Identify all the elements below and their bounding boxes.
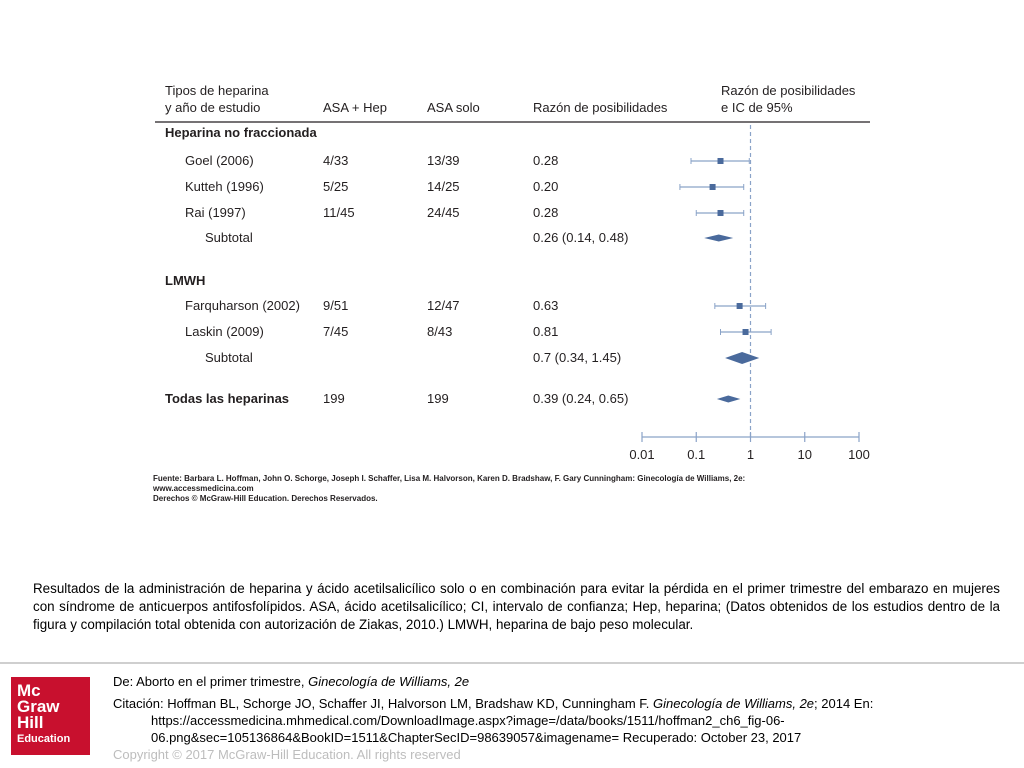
asa-solo-value: 12/47 bbox=[427, 298, 460, 313]
asa-hep-value: 5/25 bbox=[323, 179, 349, 194]
book-title: Ginecología de Williams, 2e bbox=[308, 674, 470, 689]
source-chapter-prefix: De: Aborto en el primer trimestre, bbox=[113, 674, 309, 689]
pooled-diamond bbox=[725, 352, 759, 364]
x-axis-tick-label: 0.1 bbox=[687, 447, 706, 462]
citation-url-continued[interactable]: 06.png&sec=105136864&BookID=1511&ChapterSecID=98639057&imagename= Recuperado: October 23, 2017 bbox=[151, 730, 802, 745]
point-estimate-marker bbox=[743, 329, 749, 335]
subtotal-label: Subtotal bbox=[205, 350, 253, 365]
point-estimate-marker bbox=[718, 158, 724, 164]
x-axis-tick-label: 10 bbox=[797, 447, 812, 462]
logo-text: Graw bbox=[17, 697, 60, 716]
logo-text: Education bbox=[17, 733, 71, 745]
odds-ratio-value: 0.28 bbox=[533, 205, 559, 220]
study-label: Laskin (2009) bbox=[185, 324, 264, 339]
source-chapter bbox=[113, 673, 993, 690]
study-label: Rai (1997) bbox=[185, 205, 246, 220]
header-odds-ratio: Razón de posibilidades bbox=[533, 100, 668, 115]
odds-ratio-value: 0.81 bbox=[533, 324, 559, 339]
citation-book: Ginecología de Williams, 2e bbox=[653, 696, 815, 711]
asa-solo-value: 199 bbox=[427, 391, 449, 406]
source-note-line: Fuente: Barbara L. Hoffman, John O. Schorge, Joseph I. Schaffer, Lisa M. Halvorson, Karen D. Bradshaw, F. Gary Cunningham: Ginecología de Williams, 2e: bbox=[153, 474, 746, 483]
header-asa-hep: ASA + Hep bbox=[323, 100, 387, 115]
citation-dot: . bbox=[645, 696, 650, 711]
asa-hep-value: 9/51 bbox=[323, 298, 349, 313]
header-plot: e IC de 95% bbox=[721, 100, 793, 115]
citation-url[interactable]: https://accessmedicina.mhmedical.com/DownloadImage.aspx?image=/data/books/1511/hoffman2_ch6_fig-06- bbox=[151, 713, 785, 728]
header-asa-solo: ASA solo bbox=[427, 100, 480, 115]
x-axis-tick-label: 100 bbox=[848, 447, 870, 462]
x-axis-tick-label: 0.01 bbox=[629, 447, 655, 462]
odds-ratio-value: 0.7 (0.34, 1.45) bbox=[533, 350, 622, 365]
asa-solo-value: 8/43 bbox=[427, 324, 453, 339]
odds-ratio-value: 0.26 (0.14, 0.48) bbox=[533, 230, 629, 245]
point-estimate-marker bbox=[718, 210, 724, 216]
asa-hep-value: 199 bbox=[323, 391, 345, 406]
x-axis-tick-label: 1 bbox=[746, 447, 755, 462]
point-estimate-marker bbox=[737, 303, 743, 309]
study-label: Goel (2006) bbox=[185, 153, 254, 168]
header-study: Tipos de heparina bbox=[165, 83, 269, 98]
source-note-line: Derechos © McGraw-Hill Education. Derechos Reservados. bbox=[153, 494, 378, 503]
footer-divider bbox=[0, 662, 1024, 664]
copyright-notice: Copyright © 2017 McGraw-Hill Education. All rights reserved bbox=[113, 747, 461, 762]
source-note-line: www.accessmedicina.com bbox=[153, 484, 254, 493]
asa-solo-value: 14/25 bbox=[427, 179, 460, 194]
asa-solo-value: 13/39 bbox=[427, 153, 460, 168]
citation-year: ; 2014 En: bbox=[814, 696, 874, 711]
figure-caption: Resultados de la administración de heparina y ácido acetilsalicílico solo o en combinación para evitar la pérdida en el primer trimestre del embarazo en mujeres con síndrome de anticuerpos antifosfolípidos. ASA, ácido acetilsalicílico; CI, intervalo de confianza; Hep, heparina; (Datos obtenidos de los estudios dentro de la figura y compilación total obtenida con autorización de Ziakas, 2010.) LMWH, heparina de bajo peso molecular. bbox=[33, 581, 1000, 632]
group-label: Heparina no fraccionada bbox=[165, 125, 317, 140]
asa-hep-value: 4/33 bbox=[323, 153, 349, 168]
mcgraw-hill-logo bbox=[11, 677, 90, 755]
odds-ratio-value: 0.20 bbox=[533, 179, 559, 194]
header-study: y año de estudio bbox=[165, 100, 261, 115]
odds-ratio-value: 0.28 bbox=[533, 153, 559, 168]
citation-authors: Citación: Hoffman BL, Schorge JO, Schaffer JI, Halvorson LM, Bradshaw KD, Cunningham F bbox=[113, 696, 646, 711]
source-note bbox=[153, 474, 853, 504]
study-label: Kutteh (1996) bbox=[185, 179, 264, 194]
total-label: Todas las heparinas bbox=[165, 391, 290, 406]
forest-plot-figure bbox=[150, 75, 870, 505]
group-label: LMWH bbox=[165, 273, 206, 288]
odds-ratio-value: 0.39 (0.24, 0.65) bbox=[533, 391, 629, 406]
odds-ratio-value: 0.63 bbox=[533, 298, 559, 313]
subtotal-label: Subtotal bbox=[205, 230, 253, 245]
logo-text: Mc bbox=[17, 681, 41, 700]
header-plot: Razón de posibilidades bbox=[721, 83, 856, 98]
citation bbox=[113, 695, 993, 712]
citation-footer bbox=[113, 673, 993, 763]
study-label: Farquharson (2002) bbox=[185, 298, 300, 313]
pooled-diamond bbox=[717, 396, 740, 403]
asa-solo-value: 24/45 bbox=[427, 205, 460, 220]
forest-plot bbox=[150, 75, 870, 475]
asa-hep-value: 11/45 bbox=[323, 205, 355, 220]
pooled-diamond bbox=[704, 235, 733, 242]
logo-text: Hill bbox=[17, 713, 44, 732]
point-estimate-marker bbox=[710, 184, 716, 190]
asa-hep-value: 7/45 bbox=[323, 324, 349, 339]
